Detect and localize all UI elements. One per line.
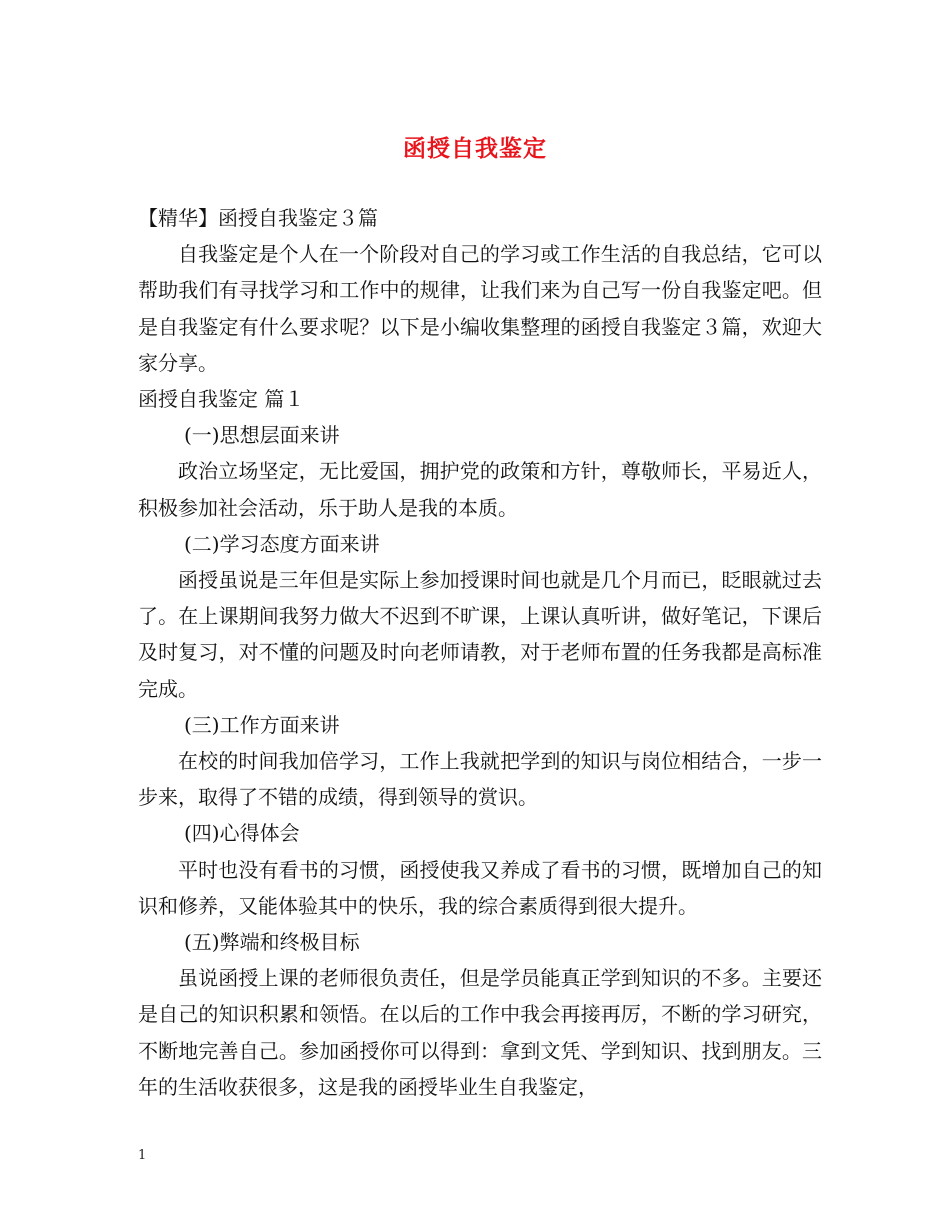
section-heading: (一)思想层面来讲: [184, 423, 340, 448]
section-body: 虽说函授上课的老师很负责任，但是学员能真正学到知识的不多。主要还是自己的知识积累和领悟。在以后的工作中我会再接再厉，不断的学习研究，不断地完善自己。参加函授你可以得到：拿到文凭、学到知识、找到朋友。三年的生活收获很多，这是我的函授毕业生自我鉴定，: [138, 966, 822, 1099]
page-number: 1: [138, 1148, 147, 1163]
piece-heading: 函授自我鉴定 篇１: [138, 387, 305, 412]
document-body: [138, 200, 822, 1105]
section-body: 函授虽说是三年但是实际上参加授课时间也就是几个月而已，眨眼就过去了。在上课期间我努力做大不迟到不旷课，上课认真听讲，做好笔记，下课后及时复习，对不懂的问题及时向老师请教，对于老师布置的任务我都是高标准完成。: [138, 568, 822, 701]
section-heading: (二)学习态度方面来讲: [184, 531, 380, 556]
lead-line: 【精华】函授自我鉴定３篇: [138, 206, 378, 230]
section-heading: (五)弊端和终极目标: [184, 930, 360, 955]
intro-paragraph: 自我鉴定是个人在一个阶段对自己的学习或工作生活的自我总结，它可以帮助我们有寻找学习和工作中的规律，让我们来为自己写一份自我鉴定吧。但是自我鉴定有什么要求呢？以下是小编收集整理的函授自我鉴定３篇，欢迎大家分享。: [138, 242, 822, 375]
section-body: 政治立场坚定，无比爱国，拥护党的政策和方针，尊敬师长，平易近人，积极参加社会活动，乐于助人是我的本质。: [138, 459, 822, 520]
section-heading: (四)心得体会: [184, 821, 300, 846]
section-body: 平时也没有看书的习惯，函授使我又养成了看书的习惯，既增加自己的知识和修养，又能体验其中的快乐，我的综合素质得到很大提升。: [138, 857, 822, 918]
section-heading: (三)工作方面来讲: [184, 712, 340, 737]
document-title: 函授自我鉴定: [403, 135, 547, 162]
section-body: 在校的时间我加倍学习，工作上我就把学到的知识与岗位相结合，一步一步来，取得了不错的成绩，得到领导的赏识。: [138, 749, 822, 810]
